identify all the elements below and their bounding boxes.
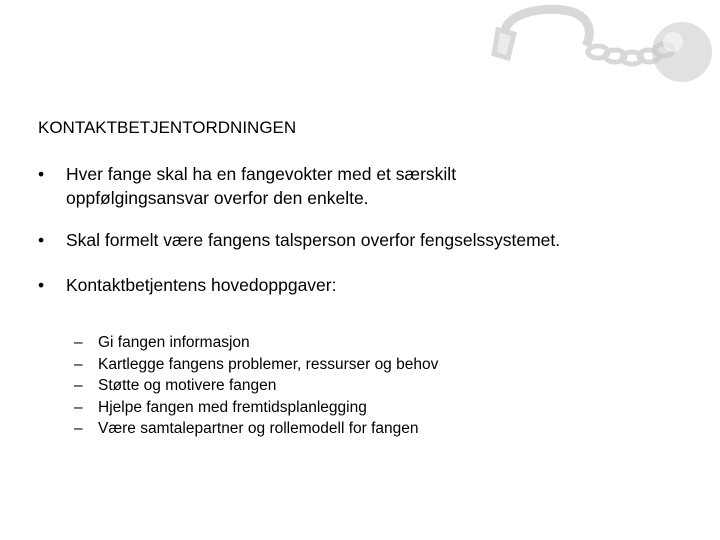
bullet-marker: • xyxy=(38,230,45,250)
sub-item xyxy=(74,332,438,354)
sub-marker: – xyxy=(74,355,83,373)
bullet-item xyxy=(38,228,698,252)
sub-item xyxy=(74,418,438,440)
sub-item xyxy=(74,354,438,376)
bullet-text-continued: oppfølgingsansvar overfor den enkelte. xyxy=(66,188,369,208)
sub-item xyxy=(74,375,438,397)
ball-and-chain-icon xyxy=(468,0,720,110)
sub-marker: – xyxy=(74,334,83,351)
slide-title: KONTAKTBETJENTORDNINGEN xyxy=(38,118,297,137)
sub-marker: – xyxy=(74,377,83,394)
bullet-text: Hver fange skal ha en fangevokter med et særskilt xyxy=(66,164,457,184)
bullet-list xyxy=(38,162,698,297)
sub-item-text: Hjelpe fangen med fremtidsplanlegging xyxy=(98,398,367,416)
bullet-item xyxy=(38,273,698,297)
sub-marker: – xyxy=(74,398,83,416)
bullet-text: Kontaktbetjentens hovedoppgaver: xyxy=(66,275,337,295)
bullet-marker: • xyxy=(38,275,45,295)
sub-item-text: Være samtalepartner og rollemodell for fangen xyxy=(98,420,419,437)
sub-item xyxy=(74,397,438,419)
bullet-marker: • xyxy=(38,164,45,184)
bullet-text: Skal formelt være fangens talsperson overfor fengselssystemet. xyxy=(66,230,561,250)
sub-item-text: Gi fangen informasjon xyxy=(98,334,250,351)
sub-marker: – xyxy=(74,420,83,437)
sub-item-text: Støtte og motivere fangen xyxy=(98,377,277,394)
bullet-item xyxy=(38,162,698,210)
sub-list xyxy=(74,332,438,440)
sub-item-text: Kartlegge fangens problemer, ressurser og behov xyxy=(98,355,439,373)
